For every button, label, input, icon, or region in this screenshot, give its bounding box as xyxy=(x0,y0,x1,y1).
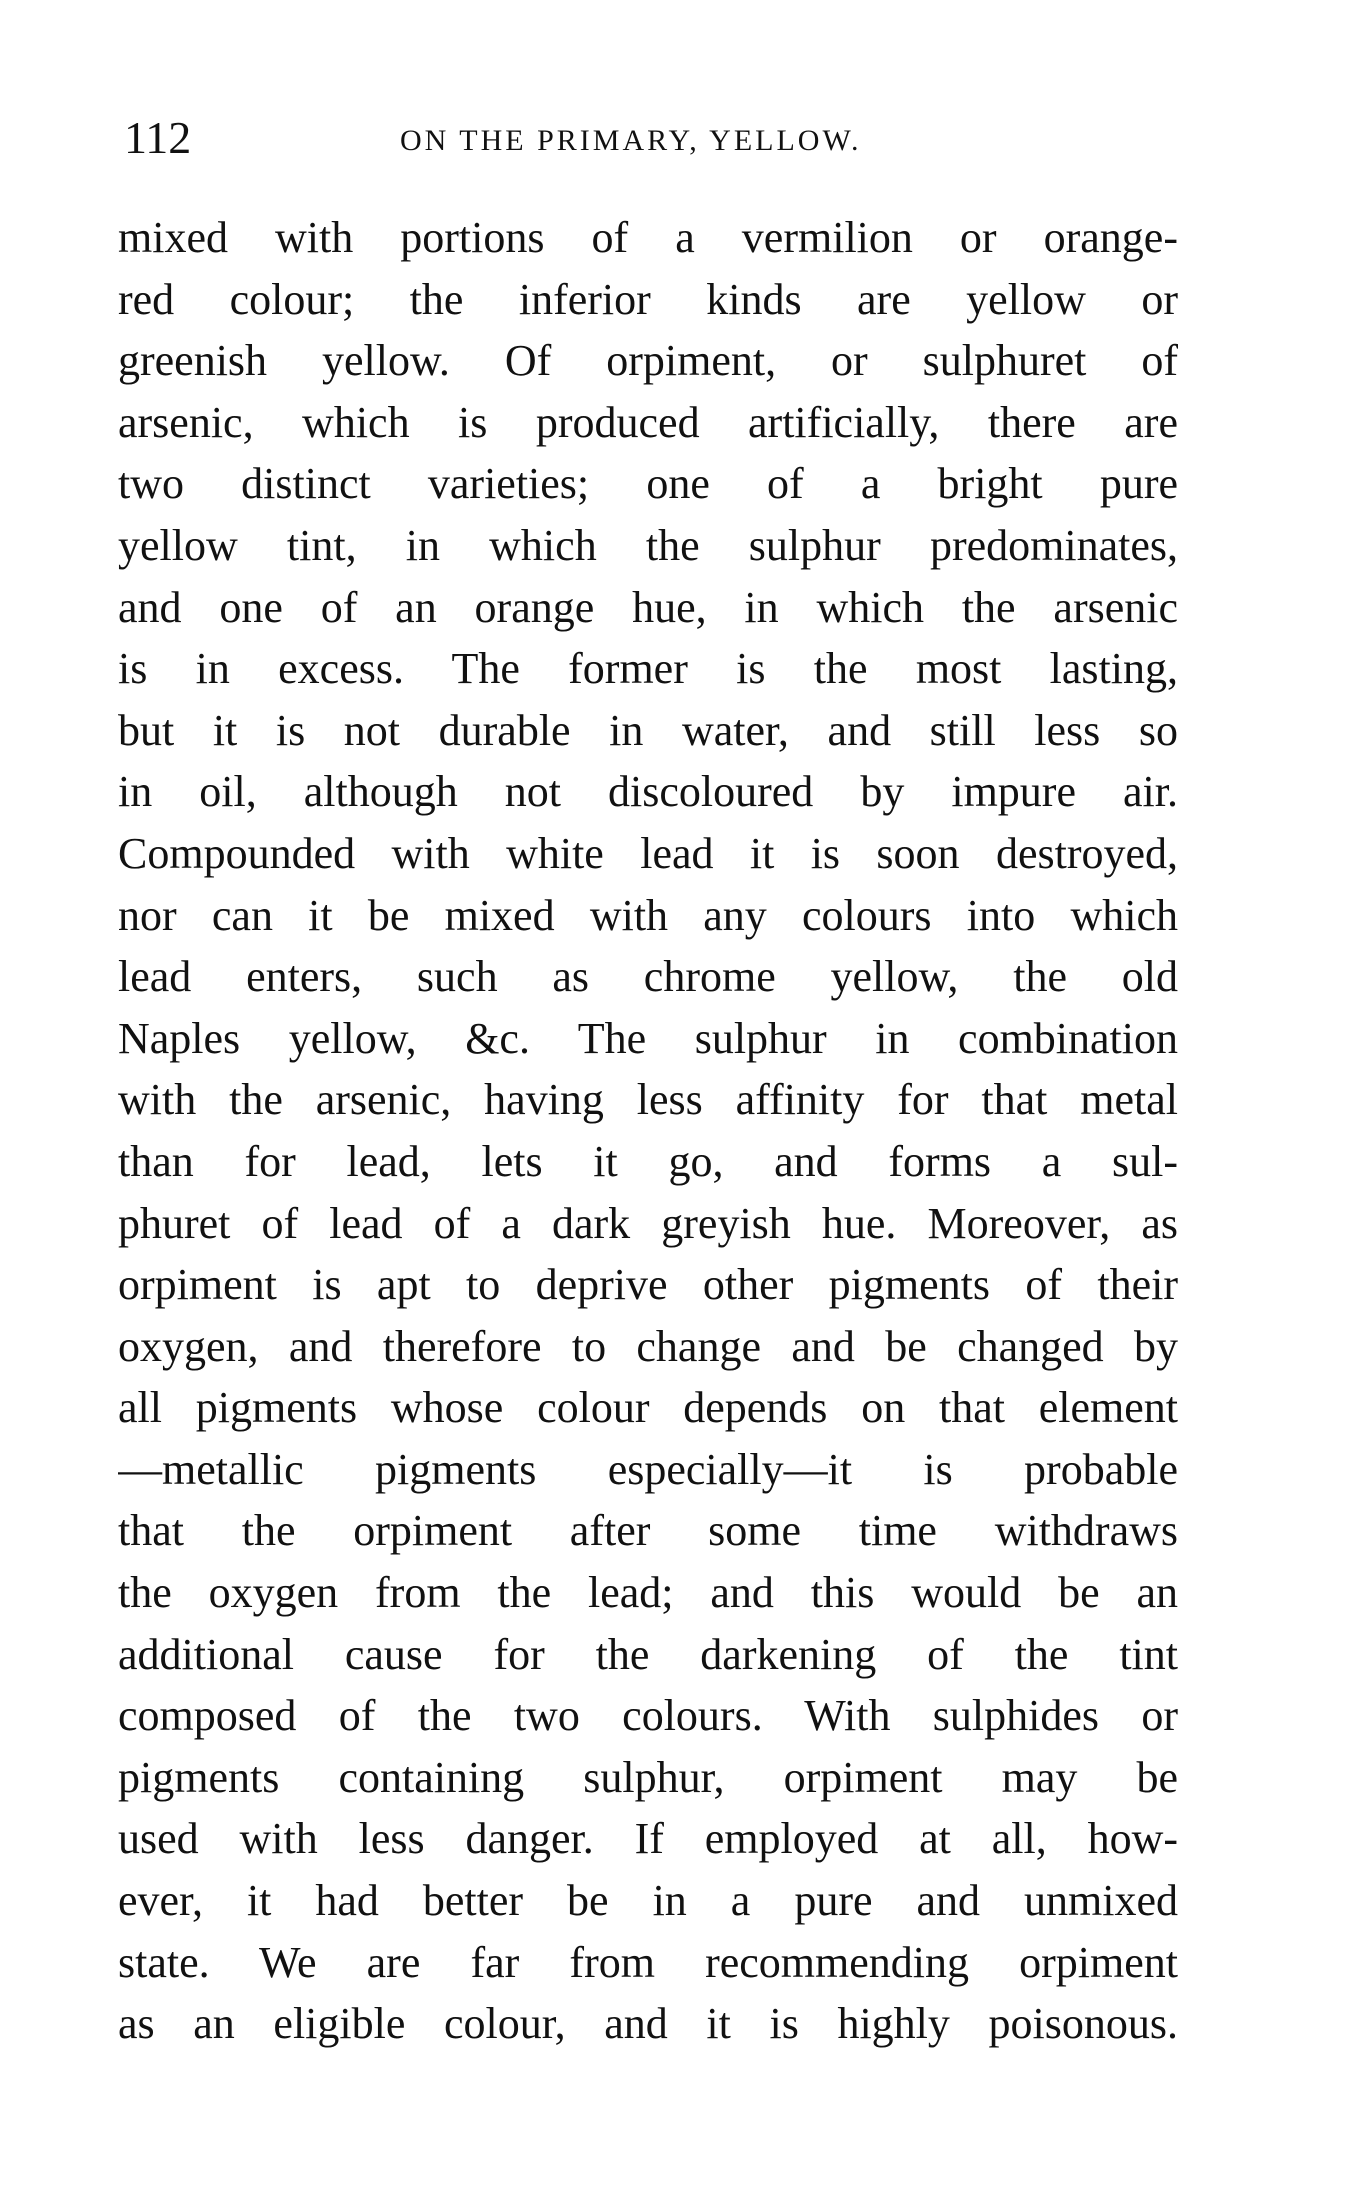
text-line: yellow tint, in which the sulphur predominates, xyxy=(118,520,1178,570)
page-number: 112 xyxy=(124,112,192,163)
text-line: two distinct varieties; one of a bright pure xyxy=(118,459,1178,509)
text-line: used with less danger. If employed at all, how- xyxy=(118,1814,1178,1864)
text-line: as an eligible colour, and it is highly poisonous. xyxy=(118,1999,1178,2049)
running-title: ON THE PRIMARY, YELLOW. xyxy=(400,124,862,157)
text-line: nor can it be mixed with any colours into which xyxy=(118,890,1178,940)
text-line: with the arsenic, having less affinity for that metal xyxy=(118,1075,1178,1125)
text-line: greenish yellow. Of orpiment, or sulphuret of xyxy=(118,336,1178,386)
text-line: in oil, although not discoloured by impure air. xyxy=(118,767,1178,817)
body-text xyxy=(118,207,1178,2055)
text-line: red colour; the inferior kinds are yellow or xyxy=(118,274,1178,324)
text-line: and one of an orange hue, in which the arsenic xyxy=(118,582,1178,632)
text-line: that the orpiment after some time withdraws xyxy=(118,1506,1178,1556)
text-line: state. We are far from recommending orpiment xyxy=(118,1937,1178,1987)
text-line: the oxygen from the lead; and this would be an xyxy=(118,1568,1178,1618)
text-line: but it is not durable in water, and still less so xyxy=(118,705,1178,755)
text-line: —metallic pigments especially—it is probable xyxy=(118,1444,1178,1494)
text-line: is in excess. The former is the most lasting, xyxy=(118,644,1178,694)
text-line: Compounded with white lead it is soon destroyed, xyxy=(118,828,1178,878)
text-line: phuret of lead of a dark greyish hue. Moreover, as xyxy=(118,1198,1178,1248)
text-line: orpiment is apt to deprive other pigments of their xyxy=(118,1260,1178,1310)
text-line: ever, it had better be in a pure and unmixed xyxy=(118,1876,1178,1926)
text-line: lead enters, such as chrome yellow, the old xyxy=(118,952,1178,1002)
text-line: than for lead, lets it go, and forms a sul- xyxy=(118,1136,1178,1186)
text-line: oxygen, and therefore to change and be changed by xyxy=(118,1321,1178,1371)
text-line: Naples yellow, &c. The sulphur in combination xyxy=(118,1013,1178,1063)
text-line: arsenic, which is produced artificially, there are xyxy=(118,397,1178,447)
text-line: composed of the two colours. With sulphides or xyxy=(118,1691,1178,1741)
text-line: pigments containing sulphur, orpiment may be xyxy=(118,1752,1178,1802)
text-line: additional cause for the darkening of the tint xyxy=(118,1629,1178,1679)
text-line: all pigments whose colour depends on that element xyxy=(118,1383,1178,1433)
text-line: mixed with portions of a vermilion or orange- xyxy=(118,213,1178,262)
page-header xyxy=(124,108,1174,168)
